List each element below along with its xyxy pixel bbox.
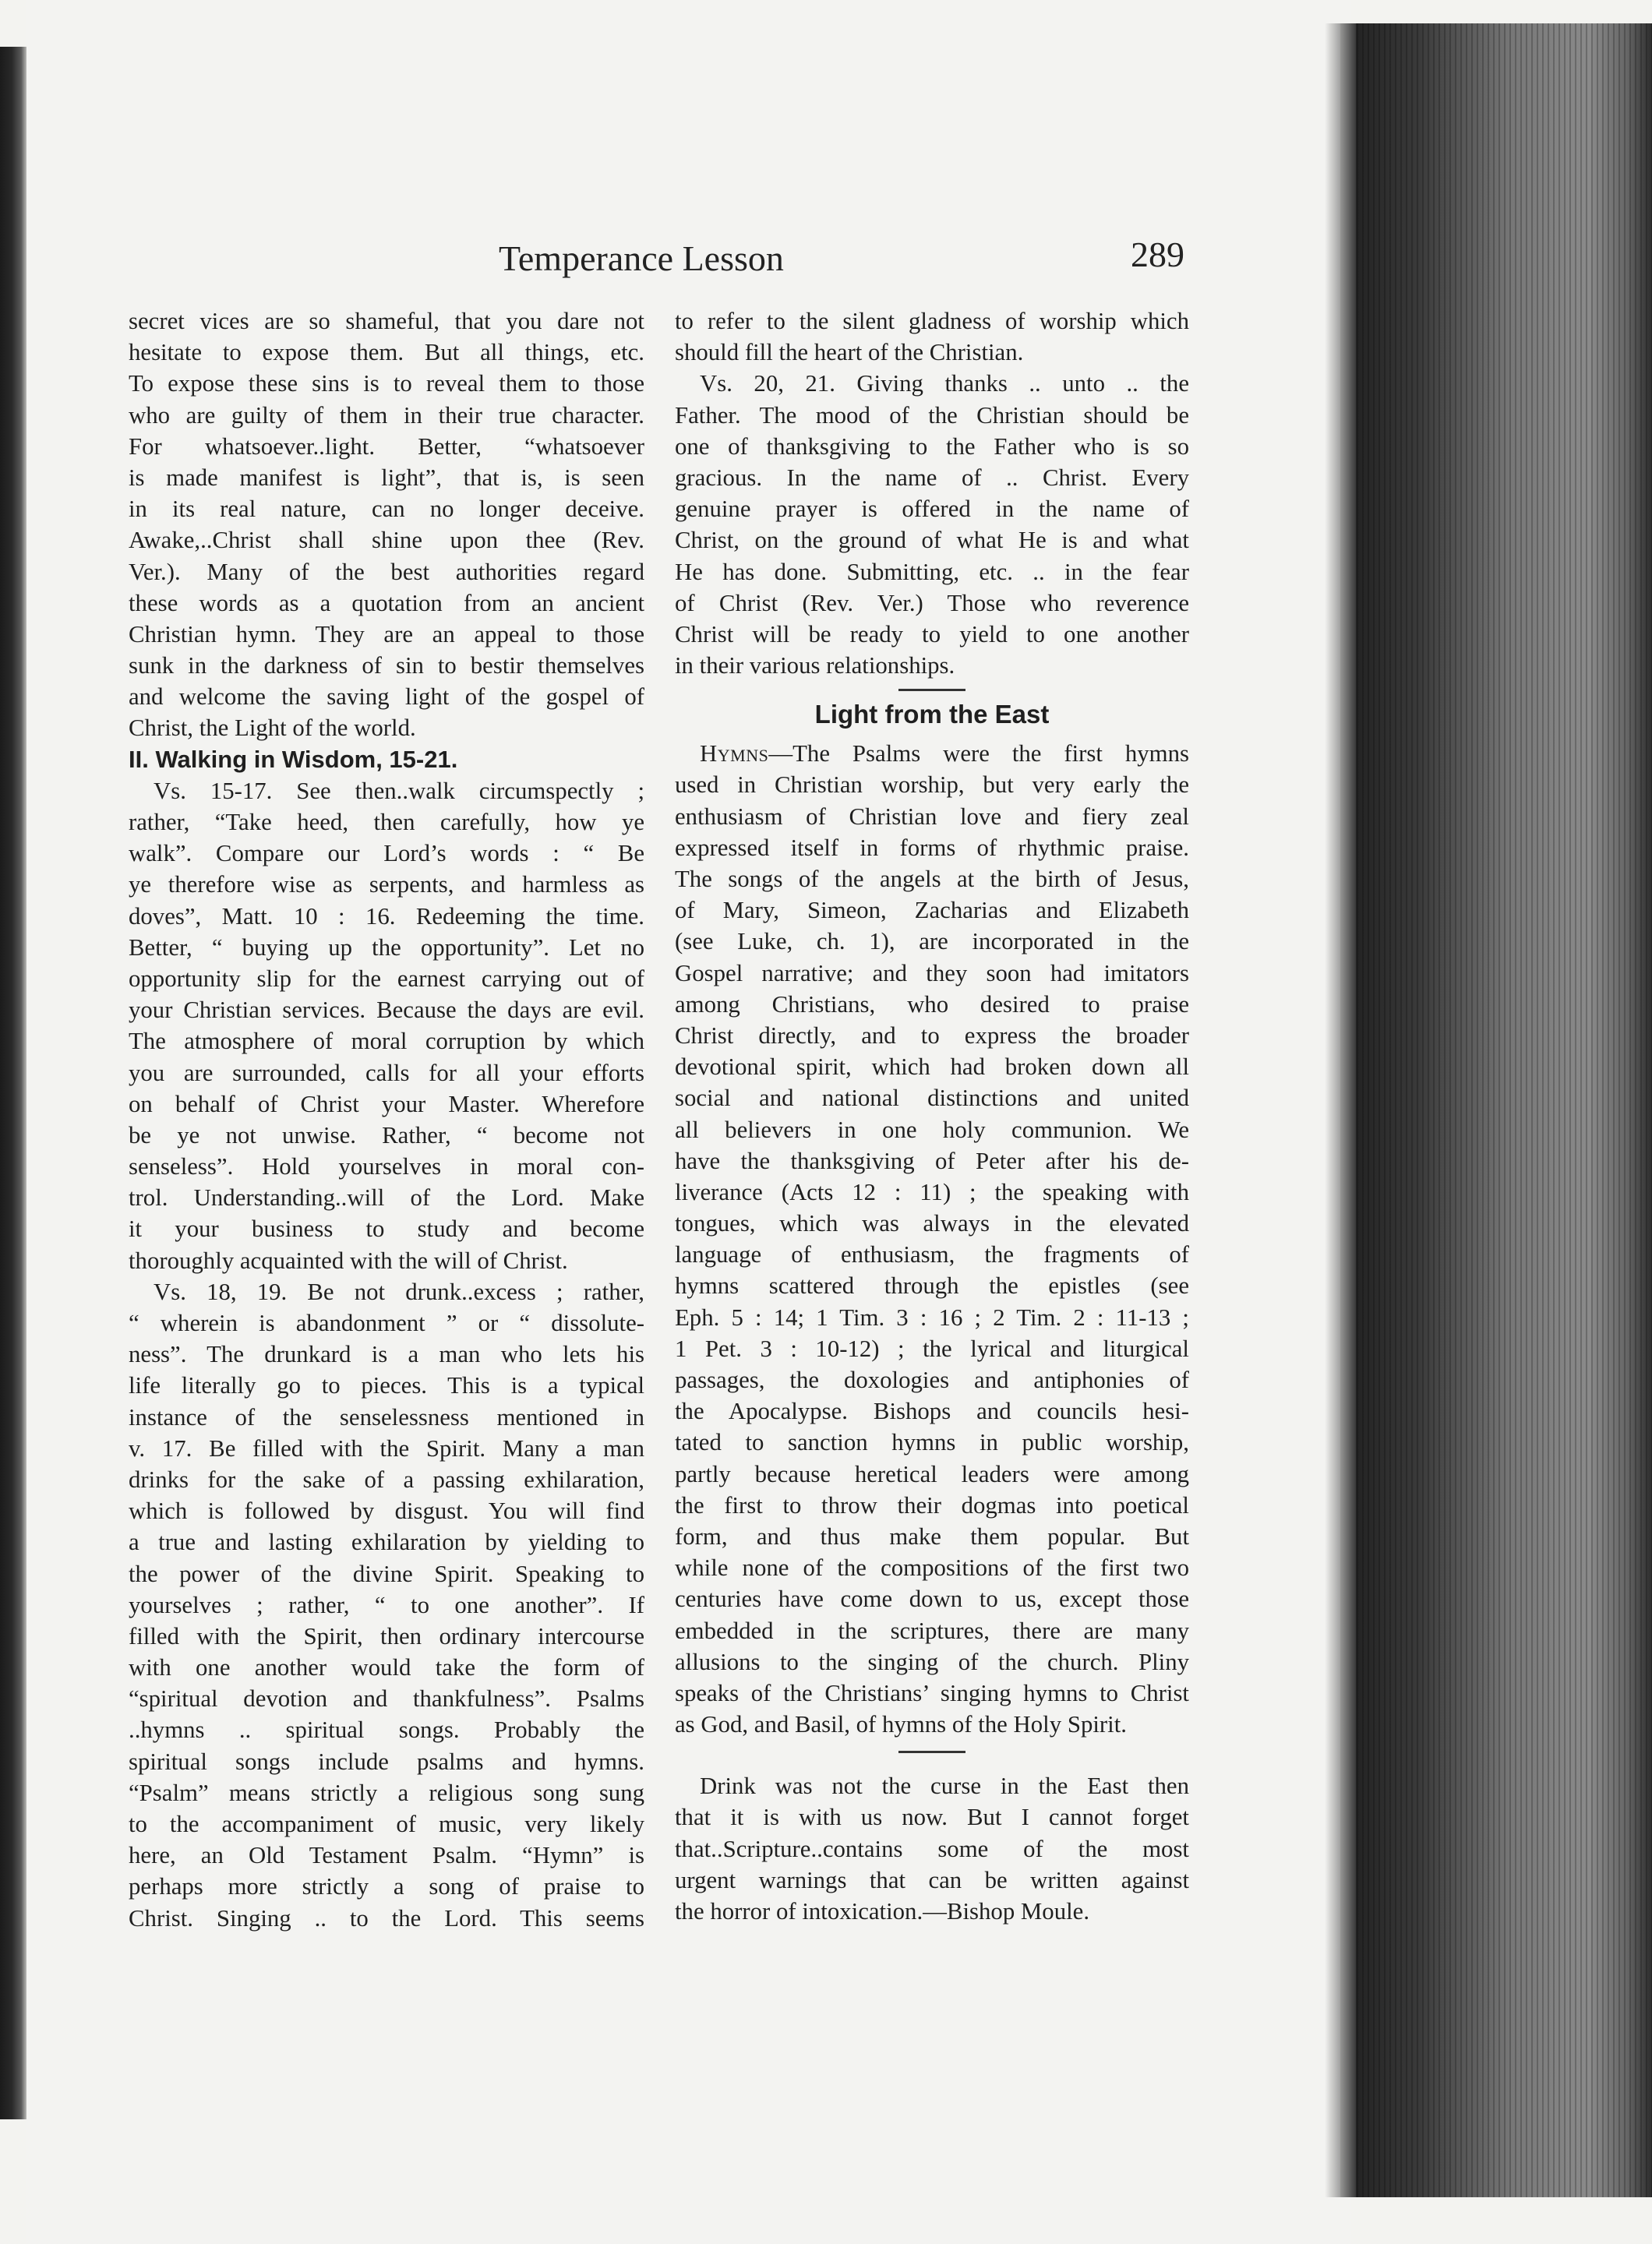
text-line: Vs. 18, 19. Be not drunk..excess ; rather, [154, 1278, 644, 1305]
text-line: secret vices are so shameful, that you dare not [129, 308, 644, 334]
text-line: genuine prayer is offered in the name of [675, 496, 1189, 523]
text-line: these words as a quotation from an ancient [129, 589, 644, 616]
text-line: you are surrounded, calls for all your efforts [129, 1059, 644, 1086]
text-line: opportunity slip for the earnest carrying out of [129, 965, 644, 992]
text-line: speaks of the Christians’ singing hymns to Christ [675, 1679, 1189, 1706]
text-line: (see Luke, ch. 1), are incorporated in the [675, 928, 1189, 955]
section-divider-rule [898, 689, 965, 691]
text-line: ye therefore wise as serpents, and harmless as [129, 871, 644, 898]
page-number: 289 [1131, 235, 1184, 274]
text-line: here, an Old Testament Psalm. “Hymn” is [129, 1842, 644, 1869]
text-line: Ver.). Many of the best authorities regard [129, 558, 644, 585]
text-line: who are guilty of them in their true character. [129, 401, 644, 429]
text-line: trol. Understanding..will of the Lord. Make [129, 1184, 644, 1212]
page-fold-shadow [1325, 23, 1356, 2197]
text-line: the horror of intoxication.—Bishop Moule. [675, 1898, 1090, 1925]
text-line: To expose these sins is to reveal them to those [129, 370, 644, 397]
text-line: social and national distinctions and united [675, 1085, 1189, 1112]
paragraph-continuation [675, 305, 1189, 368]
text-line: senseless”. Hold yourselves in moral con- [129, 1153, 644, 1180]
text-line: spiritual songs include psalms and hymns. [129, 1748, 644, 1775]
text-line: that..Scripture..contains some of the most [675, 1835, 1189, 1862]
text-line: Christ directly, and to express the broader [675, 1021, 1189, 1049]
text-line: enthusiasm of Christian love and fiery zeal [675, 803, 1189, 830]
text-line: Christ, the Light of the world. [129, 714, 416, 742]
text-line: as God, and Basil, of hymns of the Holy Spirit. [675, 1711, 1127, 1738]
text-line: Vs. 20, 21. Giving thanks .. unto .. the [700, 370, 1189, 397]
text-line: passages, the doxologies and antiphonies of [675, 1367, 1189, 1393]
paragraph-vs-15-17 [129, 775, 644, 1276]
text-line: Christ, on the ground of what He is and what [675, 527, 1189, 554]
page-edges [1340, 23, 1652, 2197]
text-line: v. 17. Be filled with the Spirit. Many a man [129, 1434, 644, 1462]
text-line: all believers in one holy communion. We [675, 1116, 1189, 1143]
right-column [675, 305, 1189, 1927]
text-line: doves”, Matt. 10 : 16. Redeeming the time. [129, 902, 644, 930]
text-line: which is followed by disgust. You will find [129, 1498, 644, 1525]
left-binding-shadow [0, 47, 26, 2119]
text-line: For whatsoever..light. Better, “whatsoever [129, 432, 644, 460]
text-line: 1 Pet. 3 : 10-12) ; the lyrical and liturgical [675, 1335, 1189, 1362]
quote-divider-rule [898, 1751, 965, 1753]
text-line [675, 738, 1189, 769]
text-line: to refer to the silent gladness of worship which [675, 308, 1189, 334]
text-line: with one another would take the form of [129, 1654, 644, 1681]
text-line: form, and thus make them popular. But [675, 1522, 1189, 1550]
text-line: allusions to the singing of the church. Pliny [675, 1648, 1189, 1675]
text-line: He has done. Submitting, etc. .. in the fear [675, 558, 1189, 585]
section-heading-walking-in-wisdom: II. Walking in Wisdom, 15-21. [129, 745, 458, 773]
text-line: urgent warnings that can be written against [675, 1866, 1189, 1893]
text-line: among Christians, who desired to praise [675, 990, 1189, 1018]
paragraph-vs-18-19 [129, 1276, 644, 1934]
text-line: embedded in the scriptures, there are many [675, 1617, 1189, 1644]
text-line: expressed itself in forms of rhythmic praise. [675, 834, 1189, 861]
text-line: liverance (Acts 12 : 11) ; the speaking with [675, 1178, 1189, 1205]
text-line: Father. The mood of the Christian should be [675, 401, 1189, 429]
text-line: Vs. 15-17. See then..walk circumspectly ; [154, 777, 644, 804]
text-line: Christian hymn. They are an appeal to those [129, 620, 644, 647]
text-line: perhaps more strictly a song of praise to [129, 1873, 644, 1900]
text-line: life literally go to pieces. This is a typical [129, 1372, 644, 1399]
text-line: the first to throw their dogmas into poetical [675, 1491, 1189, 1519]
text-line: in their various relationships. [675, 652, 955, 679]
text-line: the Apocalypse. Bishops and councils hesi- [675, 1398, 1189, 1425]
paragraph-hymns [675, 738, 1189, 1740]
text-line: to the accompaniment of music, very likely [129, 1811, 644, 1837]
text-line: ness”. The drunkard is a man who lets his [129, 1341, 644, 1368]
text-line: “spiritual devotion and thankfulness”. Psalms [129, 1685, 644, 1713]
text-line: be ye not unwise. Rather, “ become not [129, 1121, 644, 1148]
text-line: gracious. In the name of .. Christ. Every [675, 464, 1189, 491]
hymns-lead-word: Hymns [700, 740, 769, 767]
paragraph-walking-in-light-notes [129, 305, 644, 744]
text-line: tated to sanction hymns in public worship, [675, 1429, 1189, 1456]
text-line: and welcome the saving light of the gospel of [129, 683, 644, 711]
text-line: that it is with us now. But I cannot forget [675, 1804, 1189, 1831]
text-line: of Christ (Rev. Ver.) Those who reverence [675, 589, 1189, 616]
text-line: filled with the Spirit, then ordinary intercourse [129, 1622, 644, 1649]
quotation-bishop-moule [675, 1770, 1189, 1927]
text-line: in its real nature, can no longer deceive. [129, 496, 644, 523]
text-line: a true and lasting exhilaration by yielding to [129, 1529, 644, 1556]
feature-heading-light-from-the-east: Light from the East [814, 700, 1050, 729]
text-line: centuries have come down to us, except those [675, 1586, 1189, 1613]
text-line: one of thanksgiving to the Father who is so [675, 432, 1189, 460]
text-line: it your business to study and become [129, 1216, 644, 1243]
text-line: your Christian services. Because the days are evil. [129, 997, 644, 1024]
text-line: tongues, which was always in the elevated [675, 1210, 1189, 1237]
text-line: “ wherein is abandonment ” or “ dissolute- [129, 1310, 644, 1336]
text-line: Christ. Singing .. to the Lord. This seems [129, 1904, 644, 1932]
text-line: walk”. Compare our Lord’s words : “ Be [129, 840, 644, 867]
text-line: of Mary, Simeon, Zacharias and Elizabeth [675, 897, 1189, 924]
text-line: partly because heretical leaders were among [675, 1460, 1189, 1487]
text-line: is made manifest is light”, that is, is seen [129, 464, 644, 491]
text-line: The atmosphere of moral corruption by which [129, 1028, 644, 1055]
running-head: Temperance Lesson [499, 238, 784, 278]
text-line: have the thanksgiving of Peter after his de- [675, 1147, 1189, 1174]
text-line: the power of the divine Spirit. Speaking to [129, 1560, 644, 1587]
text-line: while none of the compositions of the first two [675, 1554, 1189, 1582]
text-line: yourselves ; rather, “ to one another”. If [129, 1591, 644, 1618]
text-line: on behalf of Christ your Master. Wherefore [129, 1090, 644, 1117]
text-line: should fill the heart of the Christian. [675, 339, 1024, 366]
text-line: sunk in the darkness of sin to bestir themselves [129, 652, 644, 679]
text-line: instance of the senselessness mentioned in [129, 1403, 644, 1431]
text-line-rest: —The Psalms were the first hymns [768, 740, 1189, 767]
text-line: Awake,..Christ shall shine upon thee (Rev. [129, 527, 644, 554]
text-line: rather, “Take heed, then carefully, how ye [129, 809, 644, 835]
text-line: Eph. 5 : 14; 1 Tim. 3 : 16 ; 2 Tim. 2 : 11-13 ; [675, 1304, 1189, 1331]
text-line: devotional spirit, which had broken down all [675, 1053, 1189, 1081]
text-line: Drink was not the curse in the East then [700, 1773, 1189, 1800]
text-line: language of enthusiasm, the fragments of [675, 1241, 1189, 1268]
text-line: hesitate to expose them. But all things, etc. [129, 339, 644, 366]
text-line: Better, “ buying up the opportunity”. Let no [129, 933, 644, 961]
text-line: “Psalm” means strictly a religious song sung [129, 1779, 644, 1806]
text-line: thoroughly acquainted with the will of Christ. [129, 1247, 568, 1274]
text-line: Gospel narrative; and they soon had imitators [675, 959, 1189, 986]
text-line: used in Christian worship, but very early the [675, 771, 1189, 799]
text-line: ..hymns .. spiritual songs. Probably the [129, 1717, 644, 1744]
text-line: drinks for the sake of a passing exhilaration, [129, 1466, 644, 1493]
paragraph-vs-20-21 [675, 368, 1189, 681]
text-line: Christ will be ready to yield to one another [675, 620, 1189, 647]
text-line: The songs of the angels at the birth of Jesus, [675, 866, 1189, 892]
left-column [129, 305, 644, 1934]
text-line: hymns scattered through the epistles (see [675, 1272, 1189, 1300]
